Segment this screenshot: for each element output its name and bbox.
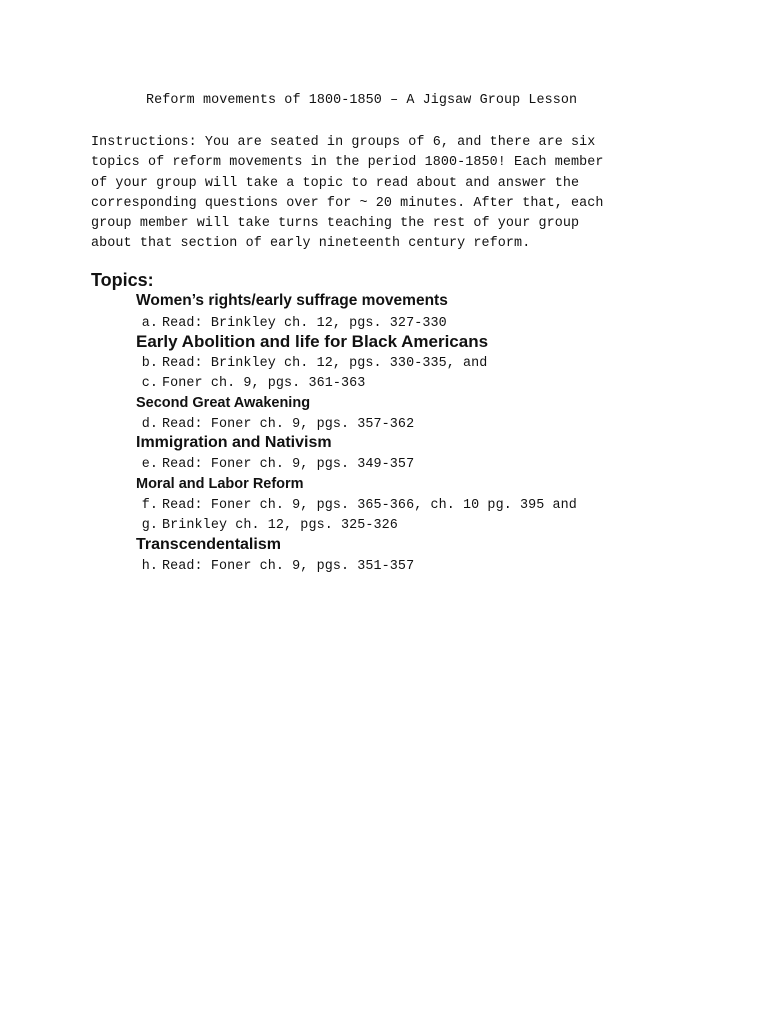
item-text: Brinkley ch. 12, pgs. 325-326 (162, 518, 398, 533)
document-title: Reform movements of 1800-1850 – A Jigsaw Group Lesson (146, 93, 578, 108)
reading-item (136, 417, 414, 432)
instructions-line: group member will take turns teaching the rest of your group (91, 216, 580, 232)
item-letter: f. (141, 498, 158, 513)
item-letter: g. (141, 518, 158, 533)
item-text: Read: Brinkley ch. 12, pgs. 327-330 (162, 316, 447, 331)
item-letter: e. (141, 457, 158, 472)
topic-womens-rights: Women’s rights/early suffrage movements (136, 292, 448, 309)
reading-item (136, 316, 447, 331)
item-text: Read: Foner ch. 9, pgs. 365-366, ch. 10 pg. 395 and (162, 498, 577, 513)
item-text: Foner ch. 9, pgs. 361-363 (162, 376, 366, 391)
topic-early-abolition: Early Abolition and life for Black Americans (136, 332, 489, 351)
reading-item (136, 518, 398, 533)
item-letter: d. (141, 417, 158, 432)
reading-item (136, 559, 414, 574)
item-letter: a. (141, 316, 158, 331)
item-text: Read: Foner ch. 9, pgs. 349-357 (162, 457, 415, 472)
reading-item (136, 498, 577, 513)
topic-transcendentalism: Transcendentalism (136, 536, 281, 553)
item-letter: b. (141, 356, 158, 371)
instructions-paragraph (91, 133, 691, 255)
topics-heading: Topics: (91, 270, 154, 290)
reading-item (136, 376, 365, 391)
topic-immigration-nativism: Immigration and Nativism (136, 434, 332, 451)
instructions-line: Instructions: You are seated in groups of 6, and there are six (91, 135, 596, 150)
item-text: Read: Brinkley ch. 12, pgs. 330-335, and (162, 356, 488, 371)
instructions-line: about that section of early nineteenth century reform. (91, 236, 531, 252)
item-text: Read: Foner ch. 9, pgs. 351-357 (162, 559, 415, 574)
instructions-line: of your group will take a topic to read about and answer the (91, 175, 580, 191)
item-text: Read: Foner ch. 9, pgs. 357-362 (162, 417, 415, 432)
item-letter: c. (141, 376, 158, 391)
reading-item (136, 457, 414, 472)
instructions-line: topics of reform movements in the period 1800-1850! Each member (91, 155, 604, 171)
reading-item (136, 356, 487, 371)
topic-second-great-awakening: Second Great Awakening (136, 395, 311, 411)
instructions-line: corresponding questions over for ~ 20 minutes. After that, each (91, 195, 604, 211)
item-letter: h. (141, 559, 158, 574)
topic-moral-labor-reform: Moral and Labor Reform (136, 476, 304, 492)
